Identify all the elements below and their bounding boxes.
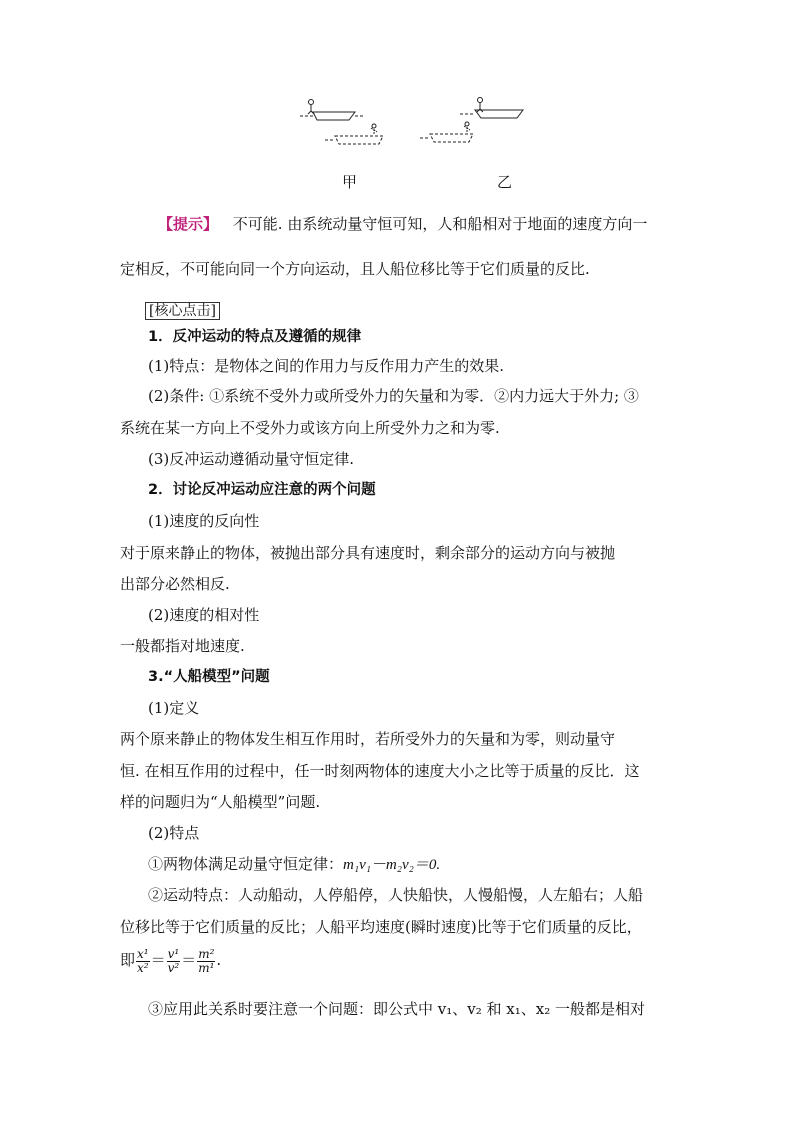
para-10: (2)特点 bbox=[148, 824, 200, 842]
heading-3: 3.“人船模型”问题 bbox=[148, 669, 270, 685]
hint-tag: 【提示】 bbox=[158, 215, 219, 233]
para-12b: 位移比等于它们质量的反比；人船平均速度(瞬时速度)比等于它们质量的反比， bbox=[120, 918, 642, 936]
para-11 bbox=[148, 854, 440, 875]
equals-2: ＝ bbox=[181, 951, 197, 969]
para-14: ③应用此关系时要注意一个问题：即公式中 v₁、v₂ 和 x₁、x₂ 一般都是相对 bbox=[148, 1000, 645, 1018]
para-9b: 恒. 在相互作用的过程中，任一时刻两物体的速度大小之比等于质量的反比．这 bbox=[120, 762, 640, 780]
heading-2: 2．讨论反冲运动应注意的两个问题 bbox=[148, 482, 376, 498]
fraction-v: $\frac{\text{v¹}}{\text{v²}}$ bbox=[167, 946, 180, 975]
section-label: [核心点击] bbox=[145, 300, 220, 321]
equals-1: ＝ bbox=[150, 951, 166, 969]
boat-figure bbox=[295, 96, 525, 166]
para-9c: 样的问题归为“人船模型”问题. bbox=[120, 793, 321, 811]
para-12a: ②运动特点：人动船动，人停船停，人快船快，人慢船慢，人左船右；人船 bbox=[148, 886, 644, 904]
para-7: 一般都指对地速度. bbox=[120, 637, 245, 655]
fraction-x: $\frac{\text{x¹}}{\text{x²}}$ bbox=[137, 946, 149, 975]
para-4: (1)速度的反向性 bbox=[148, 512, 260, 530]
para-8: (1)定义 bbox=[148, 699, 200, 717]
para-3: (3)反冲运动遵循动量守恒定律. bbox=[148, 450, 355, 468]
hint-text-1: 不可能. 由系统动量守恒可知，人和船相对于地面的速度方向一 bbox=[232, 215, 648, 233]
para-1: (1)特点：是物体之间的作用力与反作用力产生的效果. bbox=[148, 357, 505, 375]
para-5b: 出部分必然相反. bbox=[120, 575, 230, 593]
fraction-m: $\frac{\text{m²}}{\text{m¹}}$ bbox=[198, 946, 215, 975]
hint-line-2: 定相反，不可能向同一个方向运动，且人船位移比等于它们质量的反比. bbox=[120, 260, 590, 278]
para-2a: (2)条件: ①系统不受外力或所受外力的矢量和为零．②内力远大于外力; ③ bbox=[148, 387, 639, 405]
para-6: (2)速度的相对性 bbox=[148, 606, 260, 624]
para-2b: 系统在某一方向上不受外力或该方向上所受外力之和为零. bbox=[120, 419, 500, 437]
momentum-formula: m₁v₁－m₂v₂＝0. bbox=[343, 857, 441, 873]
para-5a: 对于原来静止的物体，被抛出部分具有速度时，剩余部分的运动方向与被抛 bbox=[120, 544, 616, 562]
boat-diagram-yi bbox=[420, 98, 523, 143]
boat-diagram-jia bbox=[300, 100, 383, 145]
para-9a: 两个原来静止的物体发生相互作用时，若所受外力的矢量和为零，则动量守 bbox=[120, 730, 616, 748]
para-11-text: ①两物体满足动量守恒定律： bbox=[148, 855, 344, 873]
heading-1: 1．反冲运动的特点及遵循的规律 bbox=[148, 329, 362, 345]
ratio-prefix: 即 bbox=[120, 951, 136, 969]
ratio-formula-line: 即 $\frac{\text{x¹}}{\text{x²}}$ ＝ $\frac{\text{v¹}}{\text{v²}}$ ＝ $\frac{\text{m²}}{\text{m¹}}$ . bbox=[120, 946, 222, 975]
figure-label-yi: 乙 bbox=[497, 173, 513, 191]
figure-label-jia: 甲 bbox=[342, 173, 358, 191]
hint-line-1 bbox=[158, 214, 647, 234]
